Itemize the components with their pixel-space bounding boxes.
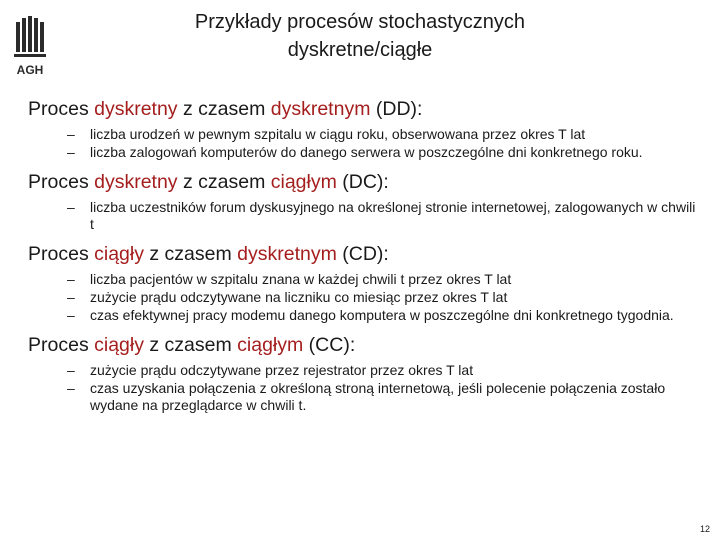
- bullet-list-cc: [28, 362, 698, 414]
- bullet-list-dd: [28, 126, 698, 161]
- bullet-dash: –: [67, 307, 75, 323]
- section-heading-cc: Proces ciągły z czasem ciągłym (CC):: [28, 334, 356, 356]
- section-heading-dd: Proces dyskretny z czasem dyskretnym (DD):: [28, 98, 423, 120]
- bullet-item: – liczba urodzeń w pewnym szpitalu w ciągu roku, obserwowana przez okres T lat: [67, 126, 586, 142]
- bullet-dash: –: [67, 199, 75, 215]
- title-line-2: dyskretne/ciągłe: [287, 39, 433, 61]
- section-heading-cd: Proces ciągły z czasem dyskretnym (CD):: [28, 243, 389, 265]
- agh-logo-icon: [12, 14, 50, 78]
- bullet-dash: –: [67, 289, 75, 305]
- bullet-item: – liczba pacjentów w szpitalu znana w każdej chwili t przez okres T lat: [67, 271, 512, 287]
- bullet-dash: –: [67, 362, 75, 378]
- bullet-item: – liczba uczestników forum dyskusyjnego na określonej stronie internetowej, zalogowanych w chwili t: [67, 199, 696, 232]
- slide-content: [28, 96, 698, 422]
- slide-title: [120, 8, 600, 64]
- bullet-item: – zużycie prądu odczytywane przez rejestrator przez okres T lat: [67, 362, 474, 378]
- title-line-1: Przykłady procesów stochastycznych: [194, 11, 526, 33]
- bullet-dash: –: [67, 271, 75, 287]
- bullet-dash: –: [67, 380, 75, 396]
- bullet-dash: –: [67, 126, 75, 142]
- logo-text: AGH: [16, 63, 44, 77]
- bullet-dash: –: [67, 144, 75, 160]
- section-heading-dc: Proces dyskretny z czasem ciągłym (DC):: [28, 171, 389, 193]
- bullet-item: – czas uzyskania połączenia z określoną stroną internetową, jeśli polecenie połączenia zostało wydane na przeglądarce w chwili t.: [67, 380, 666, 413]
- bullet-list-dc: [28, 199, 698, 233]
- bullet-item: – liczba zalogowań komputerów do danego serwera w poszczególne dni konkretnego roku.: [67, 144, 643, 160]
- bullet-item: – czas efektywnej pracy modemu danego komputera w poszczególne dni konkretnego tygodnia.: [67, 307, 674, 323]
- bullet-list-cd: [28, 271, 698, 324]
- bullet-item: – zużycie prądu odczytywane na liczniku co miesiąc przez okres T lat: [67, 289, 508, 305]
- page-number: 12: [699, 524, 710, 534]
